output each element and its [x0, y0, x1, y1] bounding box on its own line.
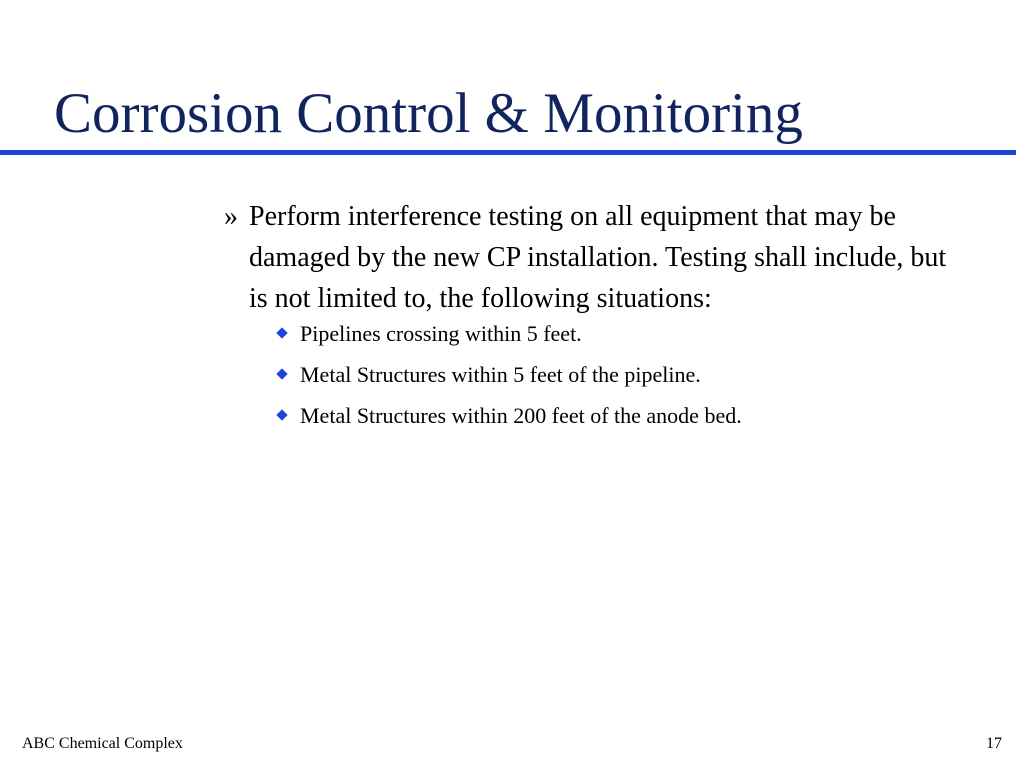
slide-title: Corrosion Control & Monitoring — [54, 82, 803, 145]
sub-bullet-text: Metal Structures within 200 feet of the anode bed. — [300, 403, 742, 428]
sub-bullet-item — [276, 321, 964, 347]
sub-bullet-text: Metal Structures within 5 feet of the pipeline. — [300, 362, 701, 387]
sub-bullet-text: Pipelines crossing within 5 feet. — [300, 321, 582, 346]
title-underline-rule — [0, 150, 1016, 155]
footer-company-name: ABC Chemical Complex — [22, 735, 183, 752]
sub-bullet-item — [276, 403, 964, 429]
sub-bullet-item — [276, 362, 964, 388]
diamond-bullet-icon — [276, 409, 287, 420]
chevron-marker: » — [224, 201, 238, 232]
sub-bullet-list — [224, 321, 964, 429]
slide-content — [224, 196, 964, 444]
footer-page-number: 17 — [986, 735, 1002, 752]
diamond-bullet-icon — [276, 368, 287, 379]
main-bullet-point — [224, 196, 964, 319]
diamond-bullet-icon — [276, 327, 287, 338]
main-bullet-text: Perform interference testing on all equipment that may be damaged by the new CP installation. Testing shall include, but is not limited to, the following situations: — [249, 201, 947, 314]
